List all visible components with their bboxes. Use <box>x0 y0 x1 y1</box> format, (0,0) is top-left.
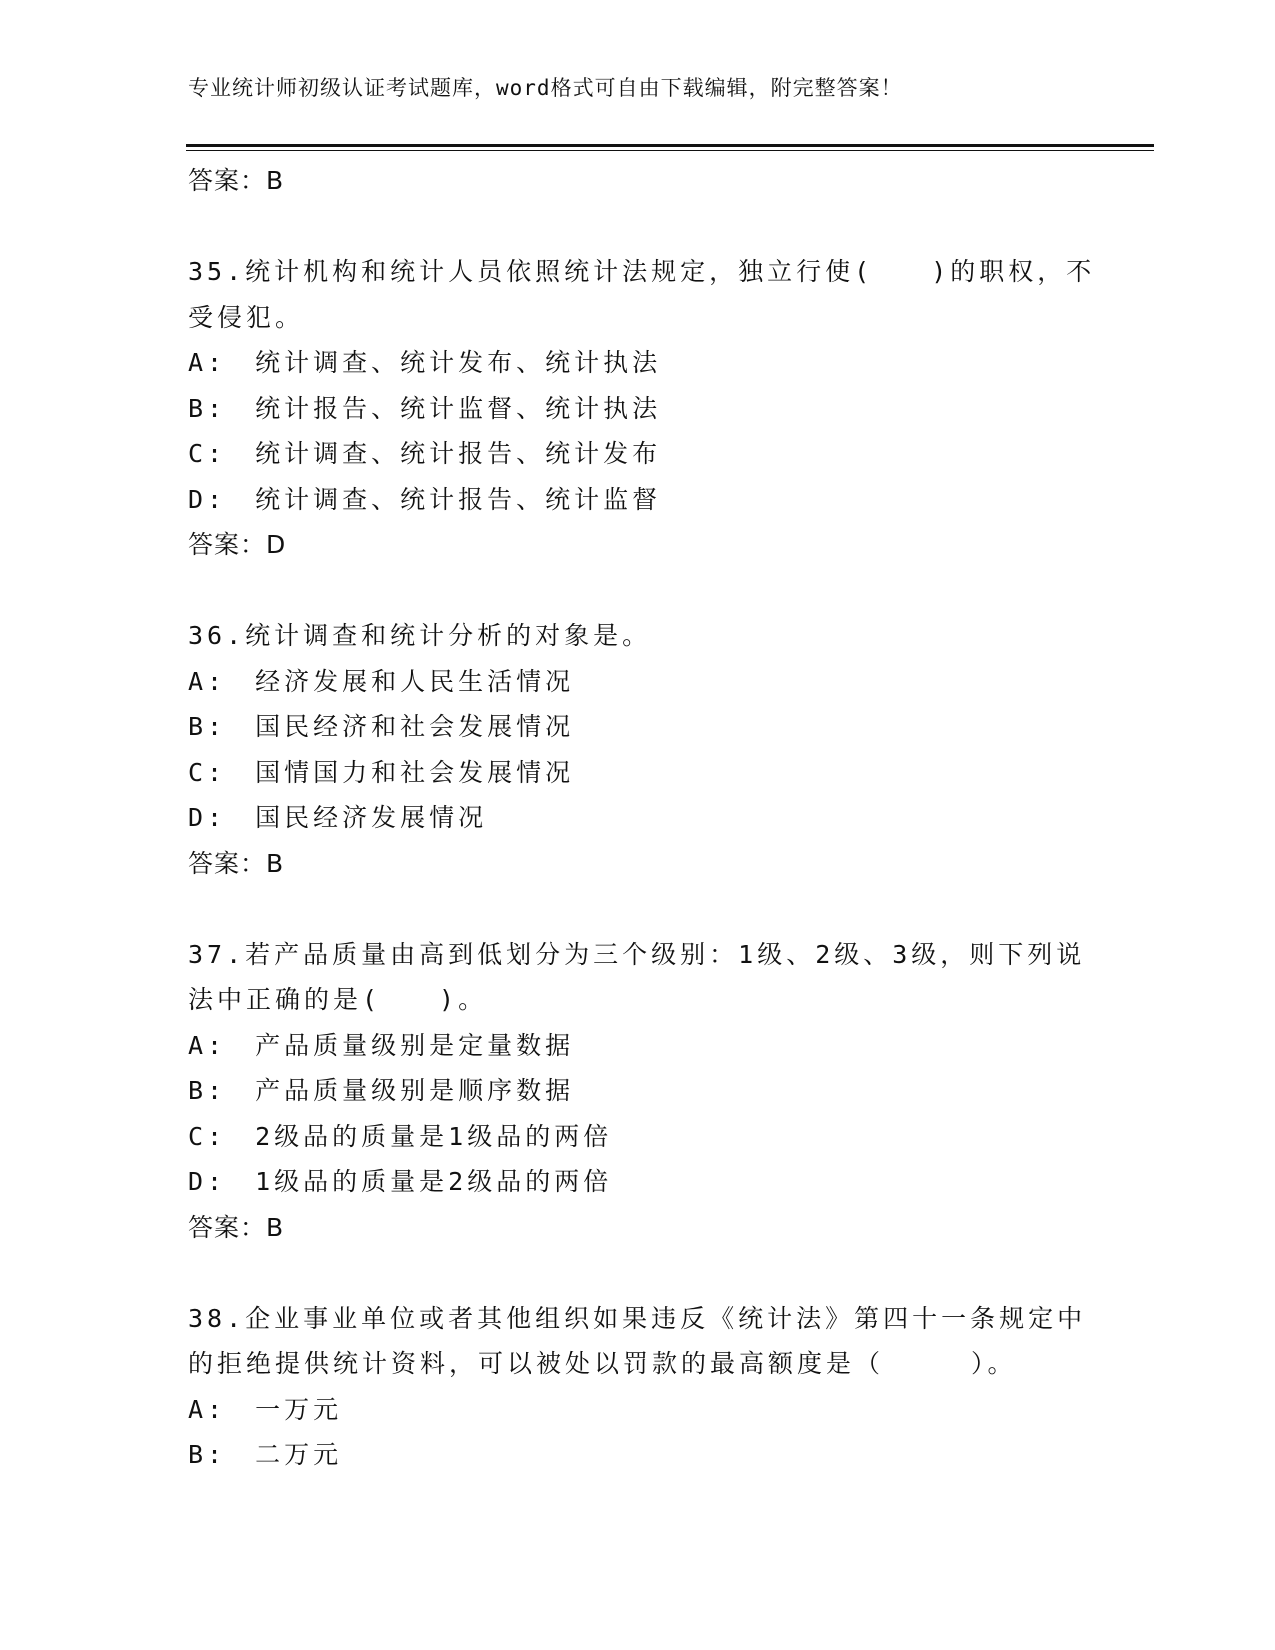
question-text: 37.若产品质量由高到低划分为三个级别：1级、2级、3级，则下列说 <box>188 939 1086 969</box>
answer-line: 答案：D <box>188 530 287 559</box>
question-text: 38.企业事业单位或者其他组织如果违反《统计法》第四十一条规定中 <box>188 1303 1087 1333</box>
option-a: A: 产品质量级别是定量数据 <box>188 1030 575 1060</box>
header-rule-thin <box>186 150 1154 151</box>
option-a: A: 一万元 <box>188 1394 343 1424</box>
question-text: 的拒绝提供统计资料，可以被处以罚款的最高额度是（ ）。 <box>188 1349 1017 1378</box>
question-text: 35.统计机构和统计人员依照统计法规定，独立行使( )的职权，不 <box>188 257 1096 286</box>
option-d: D: 国民经济发展情况 <box>188 803 488 832</box>
option-d: D: 1级品的质量是2级品的两倍 <box>188 1167 613 1196</box>
question-list <box>188 158 1096 1478</box>
question-text: 法中正确的是( )。 <box>188 985 488 1014</box>
answer-line: 答案：B <box>188 166 285 195</box>
page-header: 专业统计师初级认证考试题库，word格式可自由下载编辑，附完整答案！ <box>188 76 903 100</box>
question-block <box>188 613 1088 886</box>
option-a: A: 统计调查、统计发布、统计执法 <box>188 348 662 377</box>
option-b: B: 统计报告、统计监督、统计执法 <box>188 393 662 423</box>
answer-line: 答案：B <box>188 848 285 878</box>
option-b: B: 二万元 <box>188 1440 343 1469</box>
question-text: 36.统计调查和统计分析的对象是。 <box>188 621 652 650</box>
option-c: C: 2级品的质量是1级品的两倍 <box>188 1121 613 1151</box>
question-block <box>188 932 1088 1251</box>
option-b: B: 国民经济和社会发展情况 <box>188 712 575 741</box>
question-block <box>188 1296 1088 1478</box>
option-d: D: 统计调查、统计报告、统计监督 <box>188 484 662 514</box>
option-b: B: 产品质量级别是顺序数据 <box>188 1076 575 1105</box>
option-c: C: 统计调查、统计报告、统计发布 <box>188 439 662 468</box>
header-rule <box>186 144 1154 147</box>
question-text: 受侵犯。 <box>188 302 305 332</box>
option-a: A: 经济发展和人民生活情况 <box>188 666 575 696</box>
option-c: C: 国情国力和社会发展情况 <box>188 757 575 787</box>
question-block <box>188 249 1096 568</box>
answer-line: 答案：B <box>188 1212 285 1242</box>
